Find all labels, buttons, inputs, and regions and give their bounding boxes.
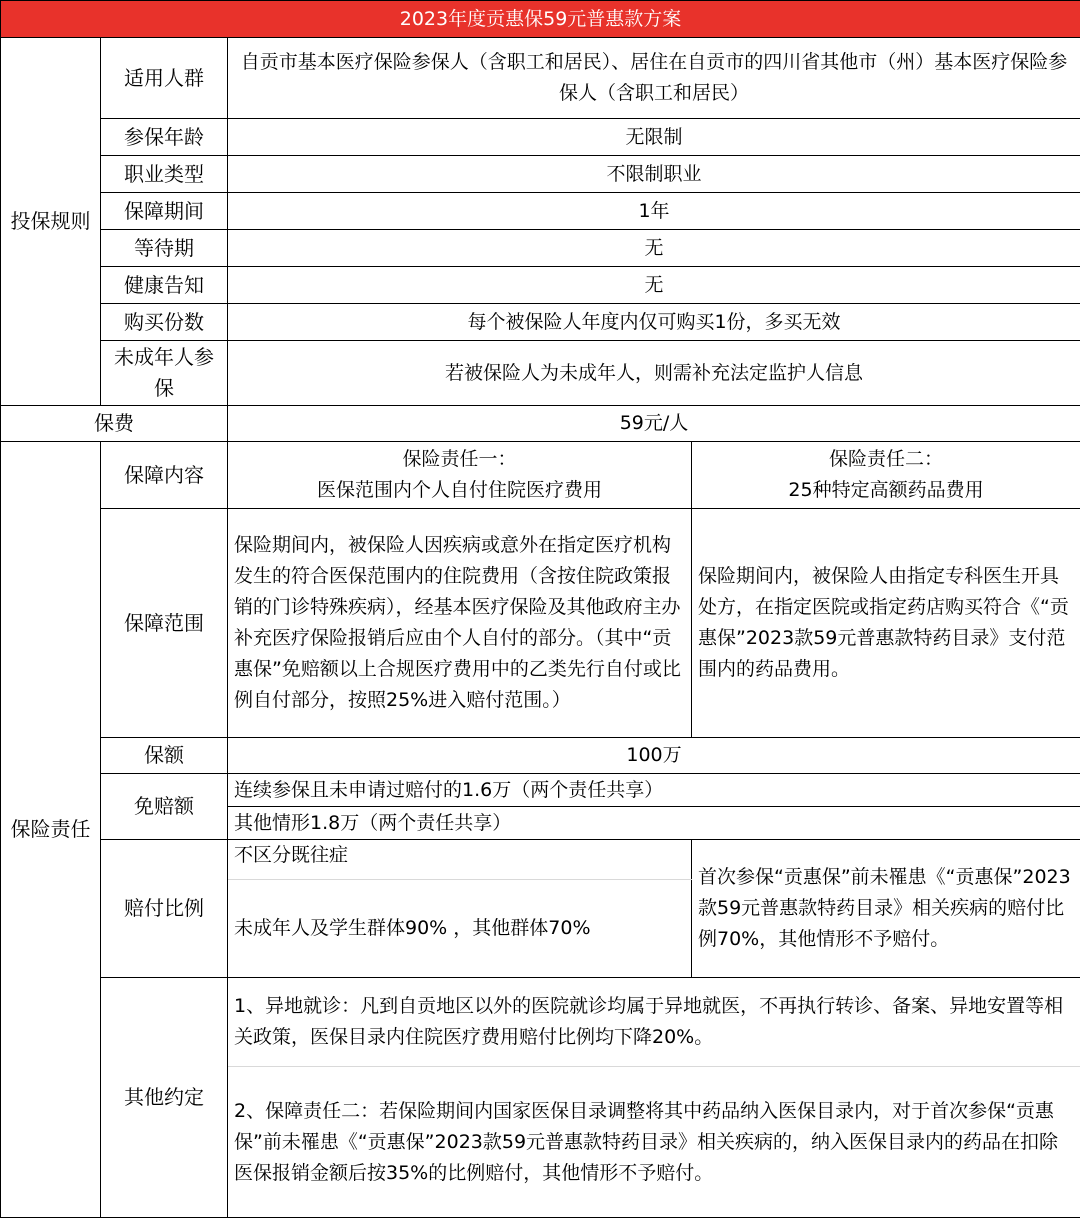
label-waiting: 等待期: [101, 230, 228, 267]
other-item1: 1、异地就诊：凡到自贡地区以外的医院就诊均属于异地就医，不再执行转诊、备案、异地安置等相关政策，医保目录内住院医疗费用赔付比例均下降20%。: [228, 978, 1080, 1067]
content-liability-two: [692, 442, 1080, 509]
label-other: 其他约定: [101, 978, 228, 1218]
section-rules: 投保规则: [1, 38, 101, 406]
label-scope: 保障范围: [101, 509, 228, 738]
deductible-line2: 其他情形1.8万（两个责任共享）: [228, 807, 1080, 840]
ratio-two: 首次参保“贡惠保”前未罹患《“贡惠保”2023款59元普惠款特药目录》相关疾病的赔付比例70%，其他情形不予赔付。: [692, 840, 1080, 978]
content-one-line2: 医保范围内个人自付住院医疗费用: [234, 475, 685, 506]
value-occupation: 不限制职业: [228, 156, 1080, 193]
other-item2: 2、保障责任二：若保险期间内国家医保目录调整将其中药品纳入医保目录内，对于首次参保“贡惠保”前未罹患《“贡惠保”2023款59元普惠款特药目录》相关疾病的，纳入医保目录内的药品在扣除医保报销金额后按35%的比例赔付，其他情形不予赔付。: [228, 1067, 1080, 1217]
scope-liability-one: 保险期间内，被保险人因疾病或意外在指定医疗机构发生的符合医保范围内的住院费用（含按住院政策报销的门诊特殊疾病），经基本医疗保险及其他政府主办补充医疗保险报销后应由个人自付的部分。（其中“贡惠保”免赔额以上合规医疗费用中的乙类先行自付或比例自付部分，按照25%进入赔付范围。）: [228, 509, 692, 738]
value-health: 无: [228, 267, 1080, 304]
label-population: 适用人群: [101, 38, 228, 119]
scope-liability-two: 保险期间内，被保险人由指定专科医生开具处方，在指定医院或指定药店购买符合《“贡惠保”2023款59元普惠款特药目录》支付范围内的药品费用。: [692, 509, 1080, 738]
value-minor: 若被保险人为未成年人，则需补充法定监护人信息: [228, 341, 1080, 406]
label-minor: 未成年人参保: [101, 341, 228, 406]
value-waiting: 无: [228, 230, 1080, 267]
value-premium: 59元/人: [228, 406, 1080, 442]
label-deductible: 免赔额: [101, 774, 228, 840]
section-liability: 保险责任: [1, 442, 101, 1218]
value-quantity: 每个被保险人年度内仅可购买1份，多买无效: [228, 304, 1080, 341]
label-health: 健康告知: [101, 267, 228, 304]
label-content: 保障内容: [101, 442, 228, 509]
label-quantity: 购买份数: [101, 304, 228, 341]
table-title: 2023年度贡惠保59元普惠款方案: [1, 1, 1080, 38]
other-cell: [228, 978, 1080, 1218]
deductible-line1: 连续参保且未申请过赔付的1.6万（两个责任共享）: [228, 774, 1080, 807]
ratio-one-b: 未成年人及学生群体90% ，其他群体70%: [228, 880, 692, 978]
value-population: 自贡市基本医疗保险参保人（含职工和居民）、居住在自贡市的四川省其他市（州）基本医疗保险参保人（含职工和居民）: [228, 38, 1080, 119]
ratio-one-a: 不区分既往症: [228, 840, 692, 880]
label-period: 保障期间: [101, 193, 228, 230]
content-one-line1: 保险责任一：: [234, 444, 685, 475]
value-age: 无限制: [228, 119, 1080, 156]
content-liability-one: [228, 442, 692, 509]
content-two-line2: 25种特定高额药品费用: [698, 475, 1074, 506]
value-period: 1年: [228, 193, 1080, 230]
label-occupation: 职业类型: [101, 156, 228, 193]
label-amount: 保额: [101, 738, 228, 774]
label-ratio: 赔付比例: [101, 840, 228, 978]
section-premium: 保费: [1, 406, 228, 442]
value-amount: 100万: [228, 738, 1080, 774]
label-age: 参保年龄: [101, 119, 228, 156]
content-two-line1: 保险责任二：: [698, 444, 1074, 475]
